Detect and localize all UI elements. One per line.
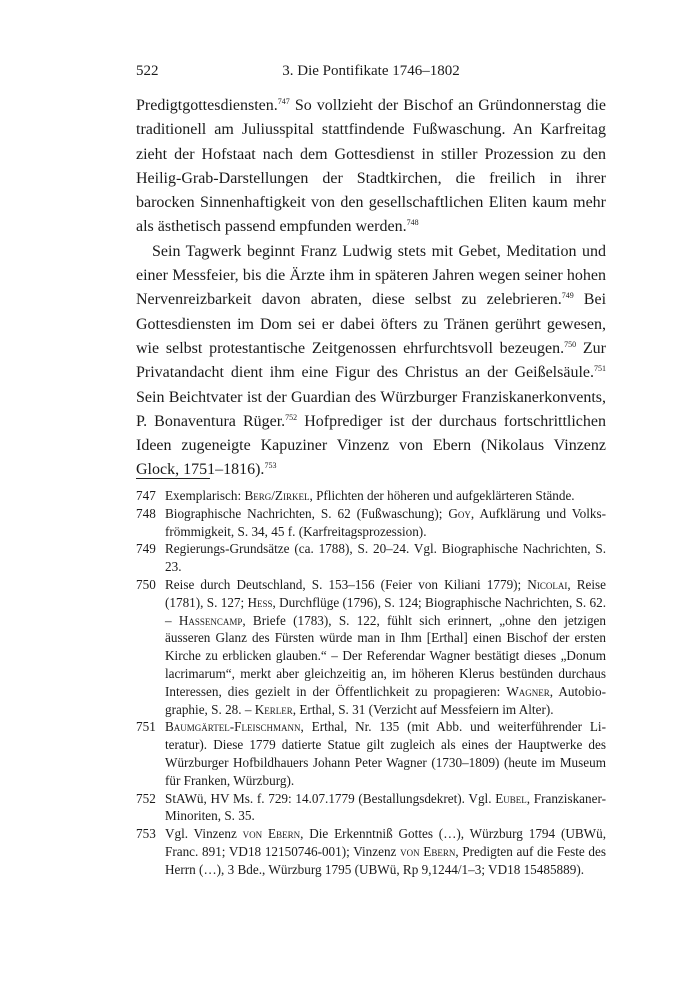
author-name: Wagner	[506, 683, 550, 699]
text-segment: , Erthal, S. 31 (Verzicht auf Messfeiern im Alter).	[292, 701, 554, 717]
footnote-text	[165, 487, 606, 505]
text-segment: Hofprediger ist der durchaus fortschrittlichen Ideen zugeneigte Kapuziner Vinzenz von Ebern (Nikolaus Vinzenz Glock, 1751–1816).	[136, 412, 606, 479]
footnote-ref-748[interactable]: 748	[406, 218, 419, 228]
author-name: Hess	[247, 594, 273, 610]
footnote-text	[165, 825, 606, 878]
footnote-753	[136, 825, 606, 878]
author-name: Baumgärtel-Fleischmann	[165, 719, 301, 735]
footnote-number: 751	[136, 719, 156, 735]
footnote-text	[165, 790, 606, 826]
text-segment: StAWü, HV Ms. f. 729: 14.07.1779 (Bestallungsdekret). Vgl.	[165, 790, 496, 806]
text-segment: Biographische Nachrichten, S. 62 (Fußwaschung);	[165, 505, 449, 521]
text-segment: , Durchflüge (1796), S. 124; Biographische Nachrichten, S. 62. –	[165, 594, 607, 628]
text-segment: Sein Tagwerk beginnt Franz Ludwig stets mit Gebet, Meditation und einer Messfeier, bis die Ärzte ihm in späteren Jahren wegen seiner hohen Nervenreizbarkeit davon abraten, diese selbst zu zelebrieren.	[136, 242, 606, 309]
footnote-number: 752	[136, 790, 156, 806]
text-segment: Exemplarisch:	[165, 488, 245, 503]
footnote-ref-747[interactable]: 747	[277, 97, 290, 106]
footnote-749	[136, 540, 606, 576]
footnote-748	[136, 505, 606, 541]
footnote-number: 747	[136, 488, 156, 503]
text-segment: , Reise (1781), S. 127;	[165, 576, 606, 610]
text-segment: , Aufklärung und Volksfrömmigkeit, S. 34, 45 f. (Karfreitagsprozession).	[165, 505, 607, 539]
text-segment: , Franziskaner-Minoriten, S. 35.	[165, 790, 606, 824]
footnote-text	[165, 505, 606, 541]
text-segment: , Die Erkenntniß Gottes (…), Würzburg 1794 (UBWü, Franc. 891; VD18 12150746-001); Vinzenz	[165, 826, 606, 859]
text-segment: , Briefe (1783), S. 122, fühlt sich erinnert, „ohne den jetzigen äusseren Glanz des Fürsten würde man in Ihm [Erthal] einen Bischof der ersten Kirche zu erblicken glauben.“ – Der Referendar Wagner bestätigt dieses „Donum lacrimarum“, merkt aber gleichzeitig an, im höheren Klerus bestünden durchaus Interessen, dies gezielt in der Öffentlichkeit zu propagieren:	[165, 612, 606, 699]
text-segment: Bei Gottesdiensten im Dom sei er dabei öfters zu Tränen gerührt gewesen, wie selbst protestantische Zeitgenossen ehrfurchtsvoll bezeugen.	[136, 291, 607, 357]
author-name: von Ebern	[242, 826, 301, 842]
footnote-divider	[136, 478, 210, 479]
footnote-751	[136, 718, 606, 789]
footnote-ref-752[interactable]: 752	[285, 412, 298, 422]
page-number: 522	[136, 63, 159, 79]
footnote-number: 749	[136, 541, 156, 557]
paragraph-1	[136, 94, 606, 240]
footnote-text	[165, 540, 606, 576]
text-segment: , Predigten auf die Feste des Herrn (…), 3 Bde., Würzburg 1795 (UBWü, Rp 9,1244/1–3; VD18 15485889).	[165, 843, 606, 877]
footnote-750	[136, 576, 606, 718]
footnote-text	[165, 576, 606, 718]
footnote-ref-751[interactable]: 751	[594, 364, 606, 374]
footnote-ref-750[interactable]: 750	[564, 339, 577, 349]
text-segment: Vgl. Vinzenz	[165, 826, 243, 842]
author-name: von Ebern	[400, 843, 456, 859]
footnote-number: 748	[136, 505, 156, 521]
author-name: Kerler	[254, 701, 293, 717]
footnote-number: 750	[136, 576, 156, 592]
text-segment: Zur Privatandacht dient ihm eine Figur des Christus an der Geißelsäule.	[136, 339, 606, 382]
author-name: Berg/Zirkel	[244, 488, 310, 503]
author-name: Eubel	[495, 790, 527, 806]
footnote-ref-753[interactable]: 753	[264, 461, 277, 471]
text-segment: So vollzieht der Bischof an Gründonnerstag die traditionell am Juliusspital stattfindende Fußwaschung. An Karfreitag zieht der Hofstaat nach dem Gottesdienst in stiller Prozession zu den Heilig-Grab-Darstellungen der Stadtkirchen, die freilich in ihrer barocken Sinnenhaftigkeit von den gesellschaftlichen Eliten kaum mehr als ästhetisch passend empfunden werden.	[136, 97, 606, 236]
footnote-752	[136, 790, 606, 826]
body-text	[136, 94, 606, 483]
text-segment: Sein Beichtvater ist der Guardian des Würzburger Franziskanerkonvents, P. Bonaventura Rüger.	[136, 388, 606, 430]
author-name: Hassencamp	[178, 612, 243, 628]
text-segment: Predigtgottesdiensten.	[136, 97, 278, 114]
paragraph-2	[136, 240, 606, 483]
running-head: 3. Die Pontifikate 1746–1802	[282, 63, 460, 79]
text-segment: , Autobiographie, S. 28. –	[165, 683, 606, 717]
footnotes	[136, 487, 606, 879]
text-segment: Regierungs-Grundsätze (ca. 1788), S. 20–24. Vgl. Biographische Nachrichten, S. 23.	[165, 541, 606, 575]
author-name: Goy	[448, 505, 471, 521]
footnote-ref-749[interactable]: 749	[561, 291, 574, 301]
footnote-text	[165, 718, 606, 789]
text-segment: , Pflichten der höheren und aufgeklärteren Stände.	[309, 488, 575, 503]
author-name: Nicolai	[527, 576, 568, 592]
text-segment: , Erthal, Nr. 135 (mit Abb. und weiterführender Literatur). Diese 1779 datierte Statue gilt zugleich als eines der Hauptwerke des Würzburger Hofbildhauers Johann Peter Wagner (1730–1809) (heute im Museum für Franken, Würzburg).	[165, 719, 606, 788]
footnote-747	[136, 487, 606, 505]
text-segment: Reise durch Deutschland, S. 153–156 (Feier von Kiliani 1779);	[165, 576, 528, 592]
footnote-number: 753	[136, 826, 156, 842]
